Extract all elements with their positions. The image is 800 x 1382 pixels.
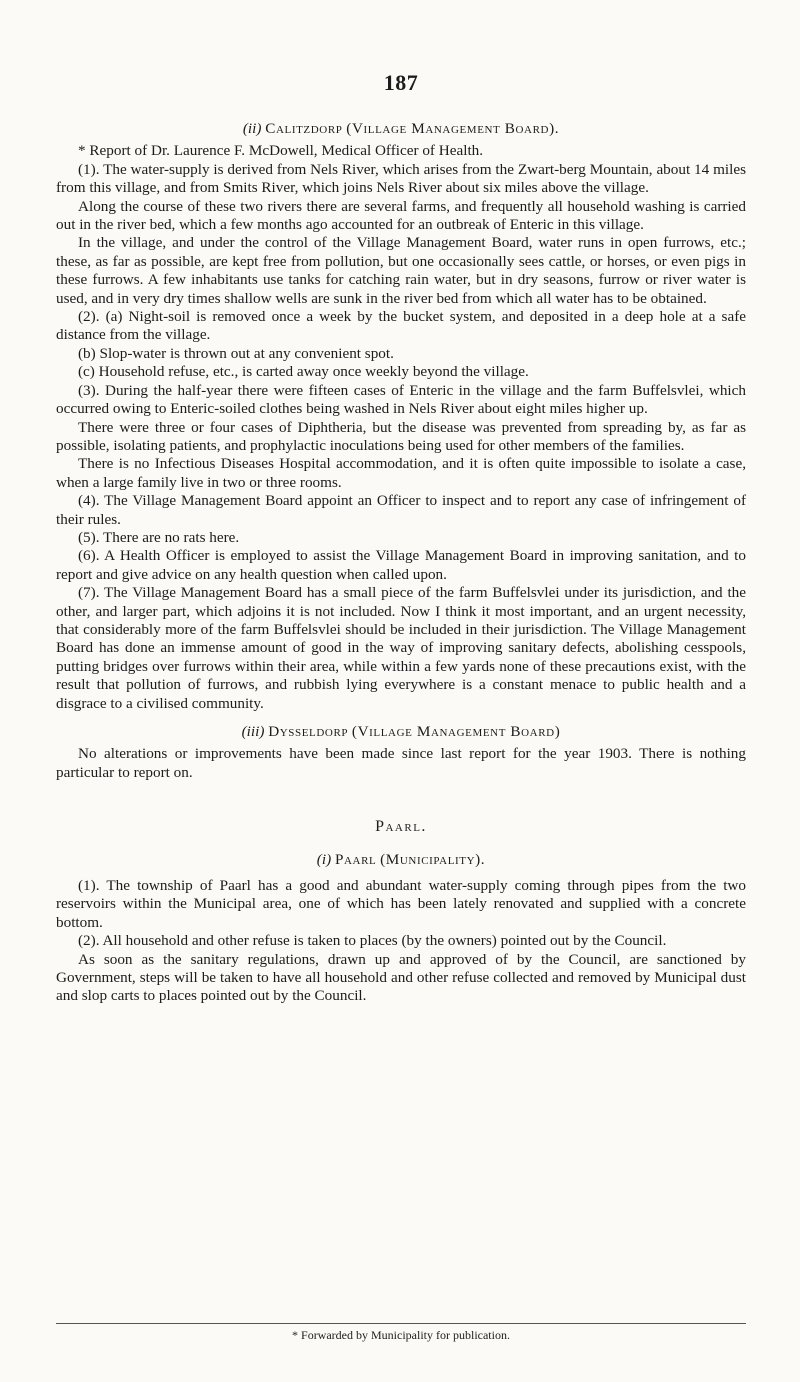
document-body — [56, 110, 746, 1006]
page-number: 187 — [383, 70, 419, 95]
paragraph: (7). The Village Management Board has a small piece of the farm Buffelsvlei under its jurisdiction, and the other, and larger part, which adjoins it is not included. Now I think it most important, and an urgent necessity, that considerably more of the farm Buffelsvlei should be included in their jurisdiction. The Village Management Board has done an immense amount of good in the way of improving sanitary defects, abolishing cesspools, putting bridges over furrows within their area, while within a few yards none of these precautions exist, with the result that pollution of furrows, and rubbish lying everywhere is a constant menace to public health and a disgrace to a civilised community. — [56, 584, 746, 712]
heading-authority: (Village Management Board). — [346, 120, 560, 137]
section-heading-paarl — [56, 851, 746, 869]
heading-number: (i) — [316, 850, 332, 868]
paragraph: (2). All household and other refuse is taken to places (by the owners) pointed out by the Council. — [78, 932, 667, 950]
heading-authority: (Village Management Board) — [351, 723, 561, 740]
heading-number: (iii) — [241, 723, 265, 740]
heading-town: Calitzdorp — [265, 120, 343, 137]
paragraph: Along the course of these two rivers there are several farms, and frequently all household washing is carried out in the river bed, which a few months ago accounted for an outbreak of Enteric in this village. — [56, 197, 746, 234]
heading-town: Paarl — [334, 850, 377, 868]
paragraph: (6). A Health Officer is employed to assist the Village Management Board in improving sanitation, and to report and give advice on any health question when called upon. — [56, 547, 746, 583]
footnote: * Forwarded by Municipality for publication. — [292, 1328, 510, 1342]
heading-authority: (Municipality). — [380, 850, 486, 868]
paragraph: (c) Household refuse, etc., is carted away once weekly beyond the village. — [78, 363, 529, 381]
paragraph: In the village, and under the control of the Village Management Board, water runs in open furrows, etc.; these, as far as possible, are kept free from pollution, but one occasionally sees cattle, or horses, or even pigs in these furrows. A few inhabitants use tanks for catching rain water, but in dry seasons, furrow or river water is used, and in very dry times shallow wells are sunk in the river bed from which all water has to be obtained. — [56, 234, 746, 307]
paragraph: (5). There are no rats here. — [78, 528, 240, 546]
paragraph: (2). (a) Night-soil is removed once a week by the bucket system, and deposited in a deep hole at a safe distance from the village. — [56, 308, 746, 344]
paragraph: There is no Infectious Diseases Hospital accommodation, and it is often quite impossible to isolate a case, when a large family live in two or three rooms. — [56, 455, 746, 491]
district-title-paarl: Paarl. — [375, 818, 427, 836]
paragraph: (4). The Village Management Board appoint an Officer to inspect and to report any case of infringement of their rules. — [56, 492, 746, 528]
paragraph: As soon as the sanitary regulations, drawn up and approved of by the Council, are sanctioned by Government, steps will be taken to have all household and other refuse collected and removed by Municipal dust and slop carts to places pointed out by the Council. — [56, 950, 746, 1005]
heading-number: (ii) — [242, 120, 262, 137]
report-attribution: * Report of Dr. Laurence F. McDowell, Medical Officer of Health. — [78, 142, 484, 160]
paragraph: (1). The township of Paarl has a good and abundant water-supply coming through pipes from the two reservoirs within the Municipal area, one of which has been lately renovated and supplied with a concrete bottom. — [56, 877, 746, 931]
heading-town: Dysseldorp — [268, 723, 349, 740]
paragraph: (b) Slop-water is thrown out at any convenient spot. — [78, 344, 394, 362]
section-heading-calitzdorp — [56, 120, 746, 138]
paragraph: (3). During the half-year there were fifteen cases of Enteric in the village and the farm Buffelsvlei, which occurred owing to Enteric-soiled clothes being washed in Nels River about eight miles higher up. — [56, 381, 746, 418]
paragraph: There were three or four cases of Diphtheria, but the disease was prevented from spreading by, as far as possible, isolating patients, and prophylactic inoculations being used for other members of the families. — [56, 418, 746, 454]
paragraph: No alterations or improvements have been made since last report for the year 1903. There is nothing particular to report on. — [56, 745, 746, 781]
section-heading-dysseldorp — [56, 723, 746, 741]
paragraph: (1). The water-supply is derived from Nels River, which arises from the Zwart-berg Mountain, about 14 miles from this village, and from Smits River, which joins Nels River about six miles above the village. — [56, 160, 746, 197]
footnote-divider — [56, 1323, 746, 1324]
